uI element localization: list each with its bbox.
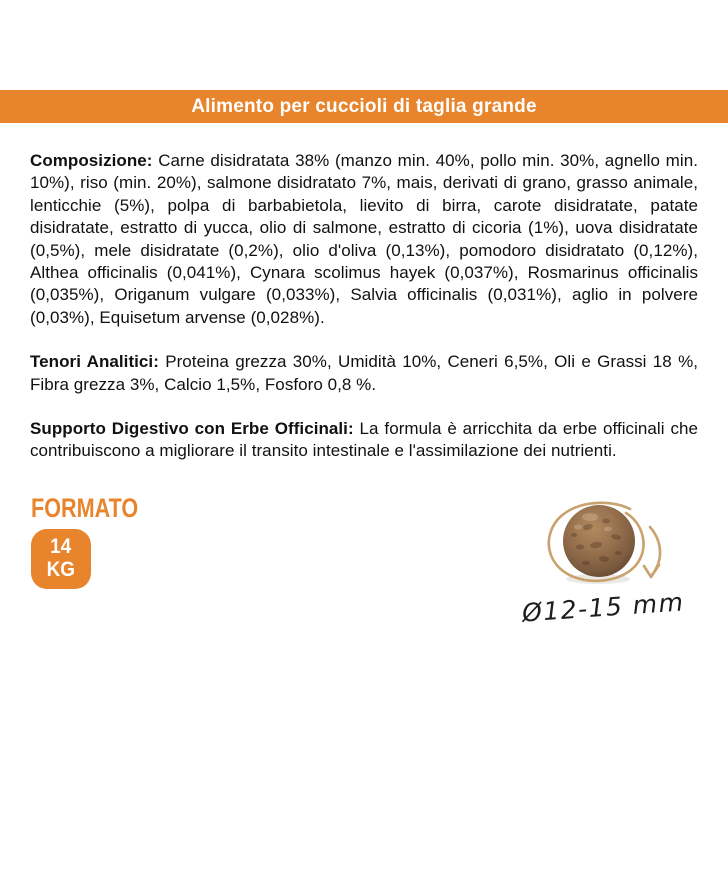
- kibble-ball: [563, 505, 635, 577]
- composition-text: Carne disidratata 38% (manzo min. 40%, pollo min. 30%, agnello min. 10%), riso (min. 20%), salmone disidratato 7%, mais, derivati di grano, grasso animale, lenticchie (5%), polpa di barbabietola, lievito di birra, carote disidratate, patate disidratate, estratto di yucca, olio di salmone, estratto di cicoria (1%), uova disidratate (0,5%), mele disidratate (0,2%), olio d'oliva (0,13%), pomodoro disidratato (0,12%), Althea officinalis (0,041%), Cynara scolimus hayek (0,037%), Rosmarinus officinalis (0,035%), Origanum vulgare (0,033%), Salvia officinalis (0,031%), aglio in polvere (0,03%), Equisetum arvense (0,028%).: [30, 151, 698, 327]
- header-bar: [0, 90, 728, 123]
- digestive-support-text: La formula è arricchita da erbe officinali che contribuiscono a migliorare il transito intestinale e l'assimilazione dei nutrienti.: [30, 419, 699, 461]
- bag-size-badge: [31, 529, 91, 589]
- composition-label: Composizione:: [30, 151, 153, 170]
- kibble-diameter-label: Ø12-15 mm: [521, 587, 686, 628]
- kibble-figure: [516, 495, 706, 628]
- formato-label: FORMATO: [31, 492, 139, 523]
- formato-block: [31, 492, 165, 589]
- arrow-head-icon: [644, 565, 659, 577]
- bag-size-unit: KG: [46, 557, 76, 581]
- kibble-photo: [538, 497, 688, 591]
- analytical-constituents-paragraph: [30, 351, 698, 396]
- analytical-constituents-label: Tenori Analitici:: [30, 352, 159, 372]
- page-title: Alimento per cuccioli di taglia grande: [191, 95, 537, 117]
- analytical-constituents-text: Proteina grezza 30%, Umidità 10%, Ceneri 6,5%, Oli e Grassi 18 %, Fibra grezza 3%, Calcio 1,5%, Fosforo 0,8 %.: [30, 352, 699, 394]
- digestive-support-label: Supporto Digestivo con Erbe Officinali:: [30, 419, 354, 439]
- bottom-row: [0, 485, 728, 628]
- digestive-support-paragraph: [30, 418, 698, 463]
- composition-paragraph: [30, 150, 698, 329]
- label-text-content: [0, 123, 728, 463]
- bag-size-value: 14: [50, 535, 72, 559]
